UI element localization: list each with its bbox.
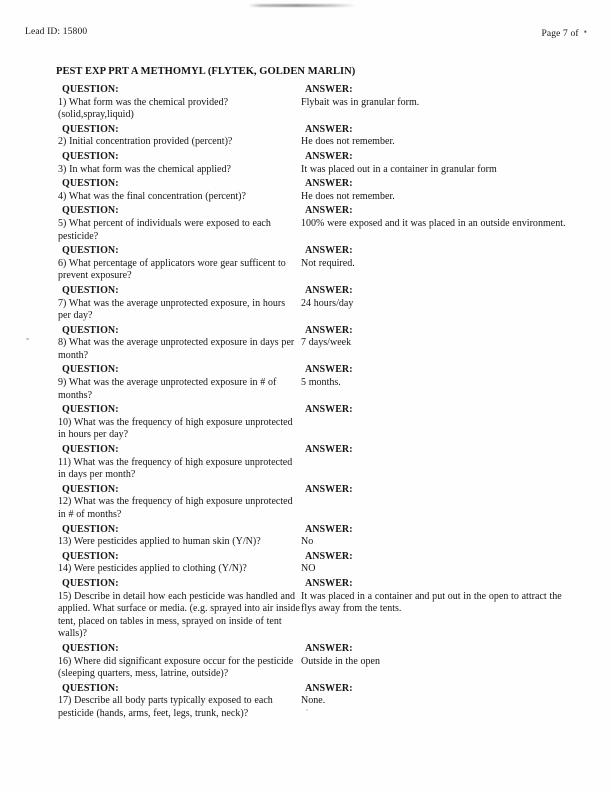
question-column (56, 444, 300, 482)
question-label: QUESTION: (62, 444, 119, 456)
question-column (56, 124, 300, 149)
scan-artifact-top-smudge (248, 4, 356, 7)
question-text: 3) In what form was the chemical applied? (58, 163, 231, 175)
question-column (56, 683, 300, 721)
question-column (56, 578, 300, 641)
qa-pair (56, 124, 578, 149)
qa-pair (56, 325, 578, 363)
qa-pair (56, 444, 578, 482)
qa-pair (56, 683, 578, 721)
scan-artifact-margin-speck (26, 338, 29, 340)
qa-pair (56, 364, 578, 402)
question-text: 12) What was the frequency of high exposure unprotected in # of months? (58, 496, 293, 520)
answer-label: ANSWER: (305, 205, 353, 217)
answer-column (300, 578, 578, 616)
qa-pair (56, 178, 578, 203)
qa-list (56, 84, 578, 721)
question-label: QUESTION: (62, 84, 119, 95)
answer-text: He does not remember. (301, 190, 395, 202)
question-label: QUESTION: (62, 682, 119, 694)
question-text: 6) What percentage of applicators wore gear sufficent to prevent exposure? (58, 257, 286, 282)
qa-pair (56, 245, 578, 283)
answer-column (300, 285, 578, 310)
question-column (56, 325, 300, 363)
answer-text: 24 hours/day (301, 297, 354, 309)
answer-text: Outside in the open (301, 655, 381, 667)
answer-label: ANSWER: (305, 150, 353, 162)
question-text: 10) What was the frequency of high exposure unprotected in hours per day? (58, 416, 293, 441)
question-text: 13) Were pesticides applied to human skin (Y/N)? (58, 536, 261, 548)
answer-text: 7 days/week (301, 337, 352, 349)
answer-text: No (301, 536, 314, 548)
question-text: 14) Were pesticides applied to clothing (Y/N)? (58, 563, 247, 575)
question-text: 9) What was the average unprotected exposure in # of months? (58, 377, 277, 401)
answer-text: It was placed in a container and put out in the open to attract the flys away from the tents. (301, 590, 562, 615)
answer-column (300, 151, 578, 176)
answer-label: ANSWER: (305, 245, 353, 257)
qa-pair (56, 643, 578, 681)
qa-pair (56, 404, 578, 442)
answer-label: ANSWER: (305, 364, 353, 376)
answer-label: ANSWER: (305, 284, 353, 296)
question-column (56, 484, 300, 522)
answer-label: ANSWER: (305, 550, 353, 562)
qa-pair (56, 484, 578, 522)
question-text: 7) What was the average unprotected exposure, in hours per day? (58, 297, 286, 322)
running-header (0, 27, 611, 41)
answer-label: ANSWER: (305, 682, 353, 694)
question-label: QUESTION: (62, 150, 119, 162)
qa-pair (56, 551, 578, 576)
question-text: 11) What was the frequency of high exposure unprotected in days per month? (58, 456, 293, 481)
question-text: 16) Where did significant exposure occur for the pesticide (sleeping quarters, mess, latrine, outside)? (58, 655, 294, 680)
answer-text: Flybait was in granular form. (301, 96, 420, 108)
question-text: 15) Describe in detail how each pesticide was handled and applied. What surface or media. (e.g. sprayed into air inside tent, placed on tables in mess, sprayed on inside of tent walls)? (58, 590, 300, 640)
document-body (56, 66, 578, 723)
question-column (56, 364, 300, 402)
question-label: QUESTION: (62, 404, 119, 416)
answer-column (300, 404, 578, 417)
question-column (56, 524, 300, 549)
question-label: QUESTION: (62, 364, 119, 376)
question-text: 4) What was the final concentration (percent)? (58, 190, 246, 202)
page-number (541, 27, 587, 39)
qa-pair (56, 84, 578, 122)
answer-text: 5 months. (301, 377, 341, 389)
answer-column (300, 444, 578, 457)
question-column (56, 205, 300, 243)
question-text: 17) Describe all body parts typically exposed to each pesticide (hands, arms, feet, legs, trunk, neck)? (58, 695, 273, 719)
answer-text: None. (301, 695, 326, 707)
question-label: QUESTION: (62, 178, 119, 190)
answer-label: ANSWER: (305, 324, 353, 336)
qa-pair (56, 205, 578, 243)
qa-pair (56, 151, 578, 176)
question-label: QUESTION: (62, 550, 119, 562)
question-label: QUESTION: (62, 483, 119, 495)
answer-label: ANSWER: (305, 444, 353, 456)
question-text: 1) What form was the chemical provided?(solid,spray,liquid) (58, 96, 229, 121)
question-label: QUESTION: (62, 324, 119, 336)
answer-column (300, 643, 578, 668)
question-column (56, 178, 300, 203)
page-number-label: Page 7 of (541, 29, 579, 39)
question-column (56, 151, 300, 176)
answer-text: 100% were exposed and it was placed in an outside environment. (301, 217, 566, 229)
answer-column (300, 245, 578, 270)
question-column (56, 285, 300, 323)
question-column (56, 551, 300, 576)
answer-text: It was placed out in a container in granular form (301, 163, 497, 175)
answer-label: ANSWER: (305, 577, 353, 589)
answer-label: ANSWER: (305, 84, 353, 95)
qa-pair (56, 524, 578, 549)
answer-text: Not required. (301, 257, 355, 269)
answer-column (300, 683, 578, 708)
answer-label: ANSWER: (305, 642, 353, 654)
question-label: QUESTION: (62, 123, 119, 135)
answer-label: ANSWER: (305, 178, 353, 190)
question-label: QUESTION: (62, 577, 119, 589)
question-label: QUESTION: (62, 284, 119, 296)
question-label: QUESTION: (62, 205, 119, 217)
answer-column (300, 364, 578, 389)
answer-column (300, 484, 578, 497)
question-text: 8) What was the average unprotected exposure in days per month? (58, 337, 295, 361)
answer-column (300, 124, 578, 149)
answer-column (300, 205, 578, 230)
question-column (56, 84, 300, 122)
answer-column (300, 178, 578, 203)
answer-label: ANSWER: (305, 123, 353, 135)
answer-label: ANSWER: (305, 483, 353, 495)
qa-pair (56, 578, 578, 641)
qa-pair (56, 285, 578, 323)
page-number-mark: • (583, 27, 587, 37)
answer-column (300, 551, 578, 576)
answer-label: ANSWER: (305, 523, 353, 535)
lead-id-label: Lead ID: 15800 (25, 27, 88, 37)
question-text: 2) Initial concentration provided (percent)? (58, 136, 233, 148)
answer-column (300, 84, 578, 109)
answer-text: He does not remember. (301, 136, 395, 148)
answer-column (300, 325, 578, 350)
question-column (56, 404, 300, 442)
page-title: PEST EXP PRT A METHOMYL (FLYTEK, GOLDEN MARLIN) (56, 66, 356, 77)
answer-text: NO (301, 563, 316, 575)
question-label: QUESTION: (62, 642, 119, 654)
answer-column (300, 524, 578, 549)
question-text: 5) What percent of individuals were exposed to each pesticide? (58, 217, 271, 242)
question-label: QUESTION: (62, 523, 119, 535)
question-label: QUESTION: (62, 245, 119, 257)
question-column (56, 643, 300, 681)
question-column (56, 245, 300, 283)
answer-label: ANSWER: (305, 404, 353, 416)
